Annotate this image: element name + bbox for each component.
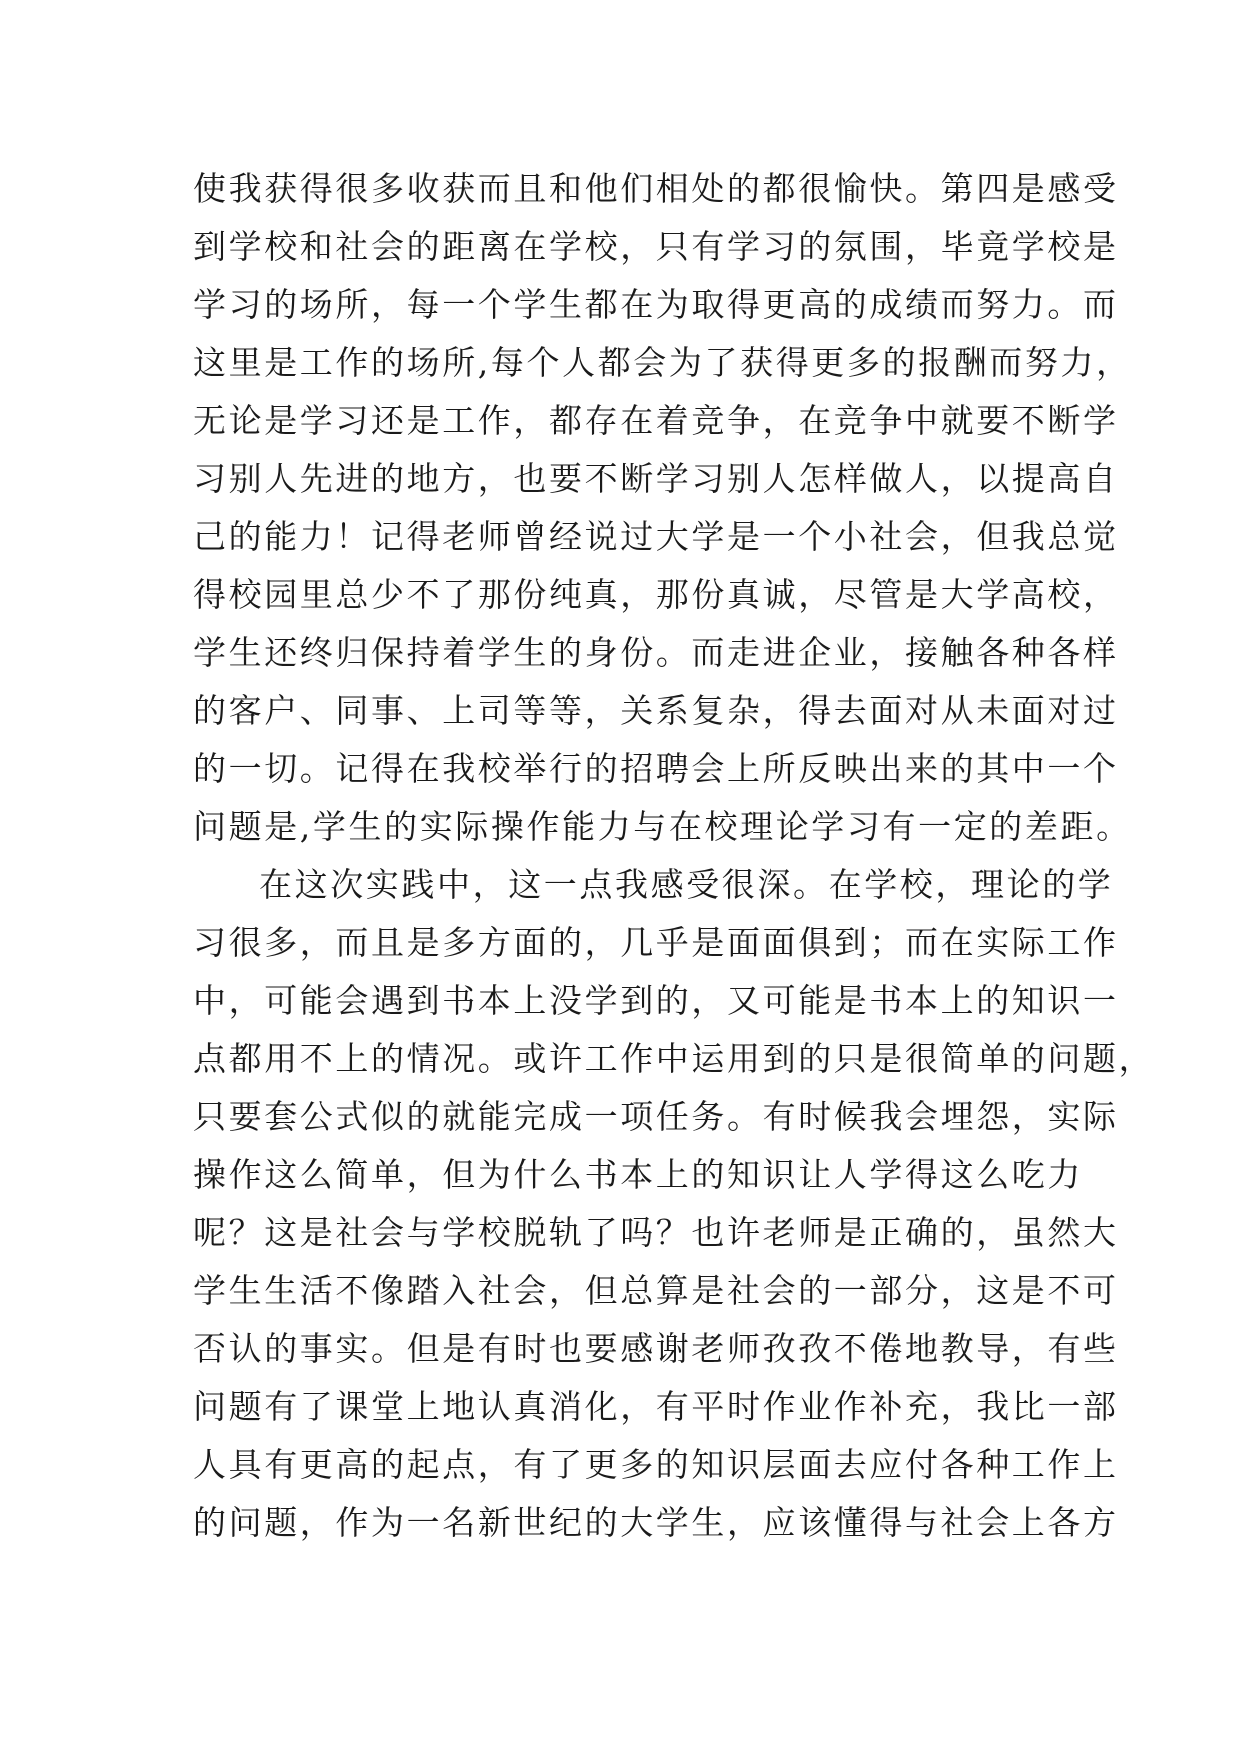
text-line: 这里是工作的场所,每个人都会为了获得更多的报酬而努力， [193,343,1132,382]
body-text [193,160,1155,1552]
text-line: 己的能力！记得老师曾经说过大学是一个小社会，但我总觉 [193,517,1119,556]
text-line: 否认的事实。但是有时也要感谢老师孜孜不倦地教导，有些 [193,1329,1119,1368]
text-line: 习很多，而且是多方面的，几乎是面面俱到；而在实际工作 [193,923,1119,962]
paragraph-first-line: 在这次实践中，这一点我感受很深。在学校，理论的学 [259,865,1114,904]
text-line: 的客户、同事、上司等等，关系复杂，得去面对从未面对过 [193,691,1119,730]
text-line: 只要套公式似的就能完成一项任务。有时候我会埋怨，实际 [193,1097,1119,1136]
text-line: 问题有了课堂上地认真消化，有平时作业作补充，我比一部 [193,1387,1119,1426]
text-line: 学习的场所，每一个学生都在为取得更高的成绩而努力。而 [193,285,1119,324]
text-line: 无论是学习还是工作，都存在着竞争，在竞争中就要不断学 [193,401,1119,440]
text-line: 点都用不上的情况。或许工作中运用到的只是很简单的问题， [193,1039,1155,1078]
text-line: 学生生活不像踏入社会，但总算是社会的一部分，这是不可 [193,1271,1119,1310]
text-line: 的一切。记得在我校举行的招聘会上所反映出来的其中一个 [193,749,1119,788]
text-line: 问题是,学生的实际操作能力与在校理论学习有一定的差距。 [193,807,1132,846]
text-line: 呢？这是社会与学校脱轨了吗？也许老师是正确的，虽然大 [193,1213,1119,1252]
text-line: 得校园里总少不了那份纯真，那份真诚，尽管是大学高校， [193,575,1119,614]
text-line: 习别人先进的地方，也要不断学习别人怎样做人，以提高自 [193,459,1119,498]
text-line: 中，可能会遇到书本上没学到的，又可能是书本上的知识一 [193,981,1119,1020]
text-line: 使我获得很多收获而且和他们相处的都很愉快。第四是感受 [193,169,1119,208]
text-line: 人具有更高的起点，有了更多的知识层面去应付各种工作上 [193,1445,1119,1484]
text-line: 到学校和社会的距离在学校，只有学习的氛围，毕竟学校是 [193,227,1119,266]
text-line: 学生还终归保持着学生的身份。而走进企业，接触各种各样 [193,633,1119,672]
text-line: 操作这么简单，但为什么书本上的知识让人学得这么吃力 [193,1155,1083,1194]
text-line: 的问题，作为一名新世纪的大学生，应该懂得与社会上各方 [193,1503,1119,1542]
